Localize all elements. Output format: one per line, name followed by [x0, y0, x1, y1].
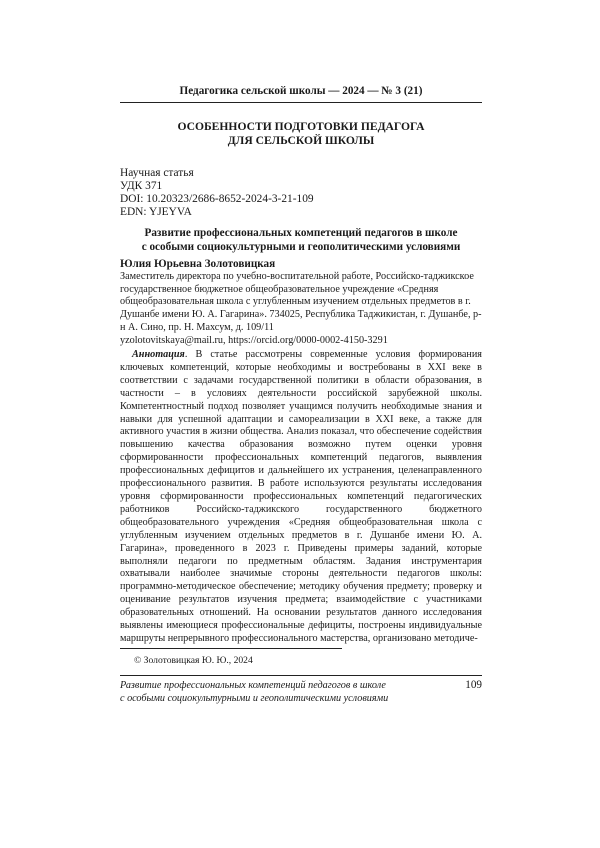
running-head: Педагогика сельской школы — 2024 — № 3 (21) [179, 85, 423, 97]
article-meta [120, 167, 482, 219]
author-affiliation-block [120, 271, 482, 347]
author-affiliation: Заместитель директора по учебно-воспитательной работе, Российско-таджикское государственное бюджетное общеобразовательное учреждение «Средняя общеобразовательная школа с углубленным изучением отдельных предметов в г. Душанбе имени Ю. А. Гагарина». 734025, Республика Таджикистан, г. Душанбе, р-н А. Сино, пр. Н. Махсум, д. 109/11 [120, 271, 482, 333]
article-title [120, 226, 482, 254]
section-title-line-2: ДЛЯ СЕЛЬСКОЙ ШКОЛЫ [227, 134, 375, 147]
article-title-line-2: с особыми социокультурными и геополитическими условиями [141, 241, 461, 253]
abstract-label: Аннотация [132, 349, 185, 360]
page-footer [120, 675, 482, 704]
header-rule [120, 102, 482, 103]
footnote-rule [120, 648, 342, 649]
abstract [120, 349, 482, 646]
abstract-text: . В статье рассмотрены современные условия формирования ключевых компетенций, которые необходимы и востребованы в XXI веке в соответствии с задачами государственной политики в области образования, в частности – в условиях деятельности российской зарубежной школы. Компетентностный подход позволяет учащимся получить необходимые знания и навыки для успешной адаптации и самореализации в XXI веке, а также для активного участия в жизни общества. Анализ показал, что обеспечение содействия повышению качества образования возможно путем оценки уровня сформированности профессиональных компетенций педагогов, выявления профессиональных дефицитов и дальнейшего их устранения, целенаправленного профессионального развития. В работе используются результаты исследования уровня сформированности профессиональных компетенций педагогических работников Российско-таджикского государственного бюджетного общеобразовательного учреждения «Средняя общеобразовательная школа с углубленным изучением отдельных предметов в г. Душанбе имени Ю. А. Гагарина», проведенного в 2023 г. Приведены примеры заданий, которые выполняли педагоги по предметным областям. Задания инструментария охватывали наиболее значимые стороны деятельности педагогов школы: программно-методическое обеспечение; методику обучения предмету; проверку и оценивание результатов изучения предмета; взаимодействие с участниками образовательных отношений. На основании результатов данного исследования выявлены имеющиеся профессиональные дефициты, построены индивидуальные маршруты непрерывного профессионального мастерства, организовано методиче- [120, 349, 482, 644]
copyright-note: © Золотовицкая Ю. Ю., 2024 [134, 655, 253, 666]
footer-title-line-2: с особыми социокультурными и геополитическими условиями [120, 692, 389, 704]
journal-page [120, 0, 482, 848]
author-name: Юлия Юрьевна Золотовицкая [120, 258, 276, 270]
doi: DOI: 10.20323/2686-8652-2024-3-21-109 [120, 193, 314, 205]
article-title-line-1: Развитие профессиональных компетенций педагогов в школе [144, 227, 458, 239]
article-type: Научная статья [120, 167, 194, 179]
section-title-line-1: ОСОБЕННОСТИ ПОДГОТОВКИ ПЕДАГОГА [177, 120, 425, 133]
footer-rule [120, 675, 482, 676]
page-number: 109 [465, 679, 482, 691]
edn: EDN: YJEYVA [120, 206, 192, 218]
udk-code: УДК 371 [120, 180, 163, 192]
author-contact: yzolotovitskaya@mail.ru, https://orcid.org/0000-0002-4150-3291 [120, 334, 388, 346]
section-title [120, 120, 482, 148]
footer-article-title [120, 680, 430, 705]
footer-title-line-1: Развитие профессиональных компетенций педагогов в школе [120, 680, 386, 691]
